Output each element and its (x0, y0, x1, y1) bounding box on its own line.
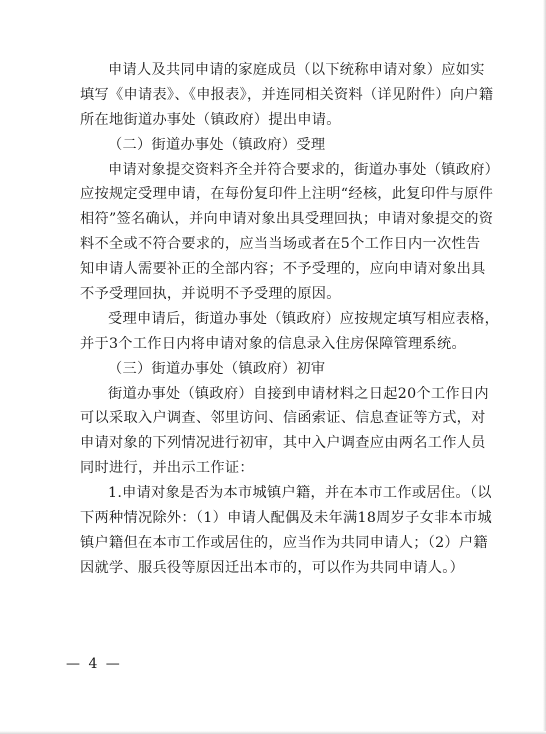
text-line: 并于3个工作日内将申请对象的信息录入住房保障管理系统。 (80, 335, 467, 352)
paragraph-preliminary-review (80, 382, 489, 482)
text-line: 料不全或不符合要求的，应当当场或者在5个工作日内一次性告 (80, 236, 481, 253)
text-line: 所在地街道办事处（镇政府）提出申请。 (80, 111, 341, 128)
text-line: 因就学、服兵役等原因迁出本市的，可以作为共同申请人。） (80, 559, 465, 576)
text-line: 下两种情况除外：（1）申请人配偶及未年满18周岁子女非本市城 (80, 510, 493, 527)
text-line: 应按规定受理申请，在每份复印件上注明“经核，此复印件与原件 (80, 186, 494, 203)
text-line: 申请对象提交资料齐全并符合要求的，街道办事处（镇政府） (108, 161, 500, 178)
section-heading-preliminary-review: （三）街道办事处（镇政府）初审 (108, 360, 326, 377)
section-heading-acceptance: （二）街道办事处（镇政府）受理 (108, 136, 326, 153)
body-text (80, 58, 500, 581)
text-line: 填写《申请表》、《申报表》，并连同相关资料（详见附件）向户籍 (80, 86, 494, 103)
text-line: 知申请人需要补正的全部内容；不予受理的，应向申请对象出具 (80, 261, 486, 278)
text-line: 受理申请后，街道办事处（镇政府）应按规定填写相应表格， (108, 310, 500, 327)
text-line: 可以采取入户调查、邻里访问、信函索证、信息查证等方式，对 (80, 410, 486, 427)
text-line: 申请对象的下列情况进行初审，其中入户调查应由两名工作人员 (80, 435, 486, 452)
paragraph-applicant-filing (80, 58, 494, 133)
paragraph-acceptance (80, 158, 500, 307)
text-line: 申请人及共同申请的家庭成员（以下统称申请对象）应如实 (108, 62, 485, 78)
page-number: — 4 — (66, 656, 122, 672)
text-line: 镇户籍但在本市工作或居住的，应当作为共同申请人；（2）户籍 (80, 534, 488, 551)
text-line: 同时进行，并出示工作证： (80, 460, 254, 477)
text-line: 1.申请对象是否为本市城镇户籍，并在本市工作或居住。（以 (108, 485, 492, 502)
text-line: 相符”签名确认，并向申请对象出具受理回执；申请对象提交的资 (80, 211, 494, 228)
paragraph-system-entry (80, 307, 500, 357)
text-line: 不予受理回执，并说明不予受理的原因。 (80, 286, 341, 303)
paragraph-item-1 (80, 481, 493, 581)
text-line: 街道办事处（镇政府）自接到申请材料之日起20个工作日内 (108, 385, 489, 402)
